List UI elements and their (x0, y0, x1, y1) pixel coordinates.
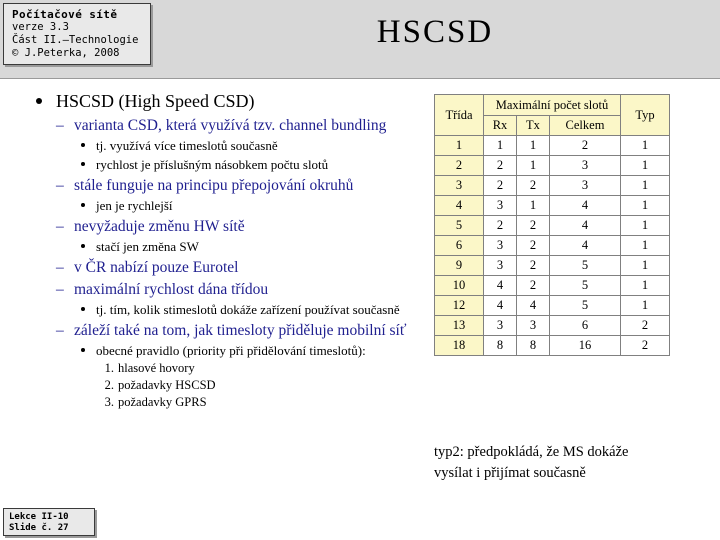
cell-tx: 2 (517, 176, 550, 196)
course-copyright: © J.Peterka, 2008 (12, 47, 120, 59)
bullet-level1 (18, 90, 426, 112)
bullet-level2 (18, 176, 426, 195)
cell-rx: 4 (484, 276, 517, 296)
cell-type: 1 (621, 236, 670, 256)
cell-type: 1 (621, 296, 670, 316)
table-row (435, 336, 670, 356)
col-header-class: Třída (435, 95, 484, 136)
cell-rx: 3 (484, 196, 517, 216)
col-header-type: Typ (621, 95, 670, 136)
bullet-level3 (18, 137, 426, 154)
bullet-text: v ČR nabízí pouze Eurotel (74, 259, 239, 276)
bullet-text: stačí jen změna SW (96, 239, 199, 254)
bullet-level3 (18, 197, 426, 214)
cell-type: 2 (621, 336, 670, 356)
bullet-dot-icon (81, 203, 85, 207)
bullet-dot-icon (81, 244, 85, 248)
numbered-item (18, 394, 426, 410)
bullet-text: nevyžaduje změnu HW sítě (74, 218, 245, 235)
bullet-level2 (18, 116, 426, 135)
cell-rx: 1 (484, 136, 517, 156)
cell-class: 6 (435, 236, 484, 256)
course-version: verze 3.3 (12, 21, 69, 33)
cell-tx: 2 (517, 256, 550, 276)
cell-class: 1 (435, 136, 484, 156)
slide-number-label: Slide č. 27 (9, 523, 69, 533)
bullet-text: tj. využívá více timeslotů současně (96, 138, 278, 153)
bullet-dot-icon (81, 162, 85, 166)
slots-table (434, 94, 670, 356)
table-row (435, 236, 670, 256)
cell-tx: 1 (517, 136, 550, 156)
bullet-level3 (18, 301, 426, 318)
cell-tx: 1 (517, 156, 550, 176)
course-part: Část II.–Technologie (12, 34, 139, 46)
cell-total: 6 (550, 316, 621, 336)
cell-type: 1 (621, 276, 670, 296)
cell-class: 13 (435, 316, 484, 336)
table-row (435, 196, 670, 216)
bullet-text: maximální rychlost dána třídou (74, 281, 269, 298)
slots-table-wrap (434, 94, 670, 356)
cell-type: 1 (621, 256, 670, 276)
bullet-text: záleží také na tom, jak timesloty přiděluje mobilní síť (74, 322, 407, 339)
bullet-text: HSCSD (High Speed CSD) (56, 91, 255, 111)
bullet-text: jen je rychlejší (96, 198, 173, 213)
list-number: 2. (104, 378, 114, 392)
bullet-level2 (18, 280, 426, 299)
cell-rx: 4 (484, 296, 517, 316)
numbered-item (18, 360, 426, 376)
table-row (435, 136, 670, 156)
bullet-dash-icon: – (56, 117, 64, 134)
list-text: požadavky GPRS (118, 395, 207, 409)
cell-class: 5 (435, 216, 484, 236)
table-row (435, 296, 670, 316)
bullet-text: tj. tím, kolik stimeslotů dokáže zařízení používat současně (96, 302, 400, 317)
cell-rx: 8 (484, 336, 517, 356)
bullet-level3 (18, 238, 426, 255)
list-text: hlasové hovory (118, 361, 195, 375)
cell-total: 16 (550, 336, 621, 356)
cell-total: 5 (550, 276, 621, 296)
bullet-dash-icon: – (56, 259, 64, 276)
cell-total: 3 (550, 156, 621, 176)
bullet-dot-icon (81, 143, 85, 147)
col-header-tx: Tx (517, 116, 550, 136)
bullet-content (18, 90, 426, 410)
cell-type: 1 (621, 196, 670, 216)
cell-tx: 8 (517, 336, 550, 356)
cell-tx: 2 (517, 276, 550, 296)
course-title: Počítačové sítě (12, 8, 118, 21)
course-info-box (3, 3, 151, 65)
bullet-level3 (18, 156, 426, 173)
cell-type: 1 (621, 216, 670, 236)
table-row (435, 256, 670, 276)
cell-total: 4 (550, 196, 621, 216)
cell-rx: 2 (484, 156, 517, 176)
cell-tx: 1 (517, 196, 550, 216)
cell-total: 3 (550, 176, 621, 196)
bullet-level2 (18, 217, 426, 236)
list-number: 1. (104, 361, 114, 375)
bullet-dash-icon: – (56, 281, 64, 298)
bullet-level2 (18, 321, 426, 340)
cell-rx: 2 (484, 176, 517, 196)
cell-class: 3 (435, 176, 484, 196)
col-header-total: Celkem (550, 116, 621, 136)
page-title: HSCSD (376, 14, 494, 50)
col-header-rx: Rx (484, 116, 517, 136)
table-row (435, 156, 670, 176)
cell-type: 1 (621, 176, 670, 196)
list-text: požadavky HSCSD (118, 378, 216, 392)
cell-type: 1 (621, 156, 670, 176)
cell-type: 2 (621, 316, 670, 336)
cell-tx: 3 (517, 316, 550, 336)
numbered-item (18, 377, 426, 393)
cell-rx: 2 (484, 216, 517, 236)
cell-rx: 3 (484, 316, 517, 336)
lecture-label: Lekce II-10 (9, 512, 69, 522)
cell-total: 2 (550, 136, 621, 156)
cell-total: 4 (550, 236, 621, 256)
note-line-1: typ2: předpokládá, že MS dokáže (434, 444, 629, 460)
cell-tx: 4 (517, 296, 550, 316)
cell-total: 4 (550, 216, 621, 236)
cell-class: 10 (435, 276, 484, 296)
table-note (434, 442, 704, 484)
table-row (435, 276, 670, 296)
bullet-dash-icon: – (56, 322, 64, 339)
bullet-text: obecné pravidlo (priority při přidělování timeslotů): (96, 343, 366, 358)
cell-class: 9 (435, 256, 484, 276)
col-header-max-slots: Maximální počet slotů (484, 95, 621, 116)
bullet-text: rychlost je příslušným násobkem počtu slotů (96, 157, 329, 172)
list-number: 3. (104, 395, 114, 409)
bullet-dot-icon (36, 98, 42, 104)
cell-total: 5 (550, 296, 621, 316)
cell-rx: 3 (484, 236, 517, 256)
bullet-text: varianta CSD, která využívá tzv. channel bundling (74, 117, 387, 134)
bullet-level3 (18, 342, 426, 359)
cell-tx: 2 (517, 216, 550, 236)
bullet-dot-icon (81, 348, 85, 352)
cell-rx: 3 (484, 256, 517, 276)
cell-class: 2 (435, 156, 484, 176)
bullet-dash-icon: – (56, 218, 64, 235)
bullet-dot-icon (81, 307, 85, 311)
cell-total: 5 (550, 256, 621, 276)
cell-class: 18 (435, 336, 484, 356)
cell-tx: 2 (517, 236, 550, 256)
table-row (435, 216, 670, 236)
table-row (435, 176, 670, 196)
footer-info-box (3, 508, 95, 536)
table-row (435, 316, 670, 336)
table-header-row (435, 95, 670, 116)
bullet-dash-icon: – (56, 177, 64, 194)
bullet-text: stále funguje na principu přepojování okruhů (74, 177, 354, 194)
note-line-2: vysílat i přijímat současně (434, 465, 586, 481)
bullet-level2 (18, 258, 426, 277)
cell-class: 4 (435, 196, 484, 216)
cell-class: 12 (435, 296, 484, 316)
cell-type: 1 (621, 136, 670, 156)
